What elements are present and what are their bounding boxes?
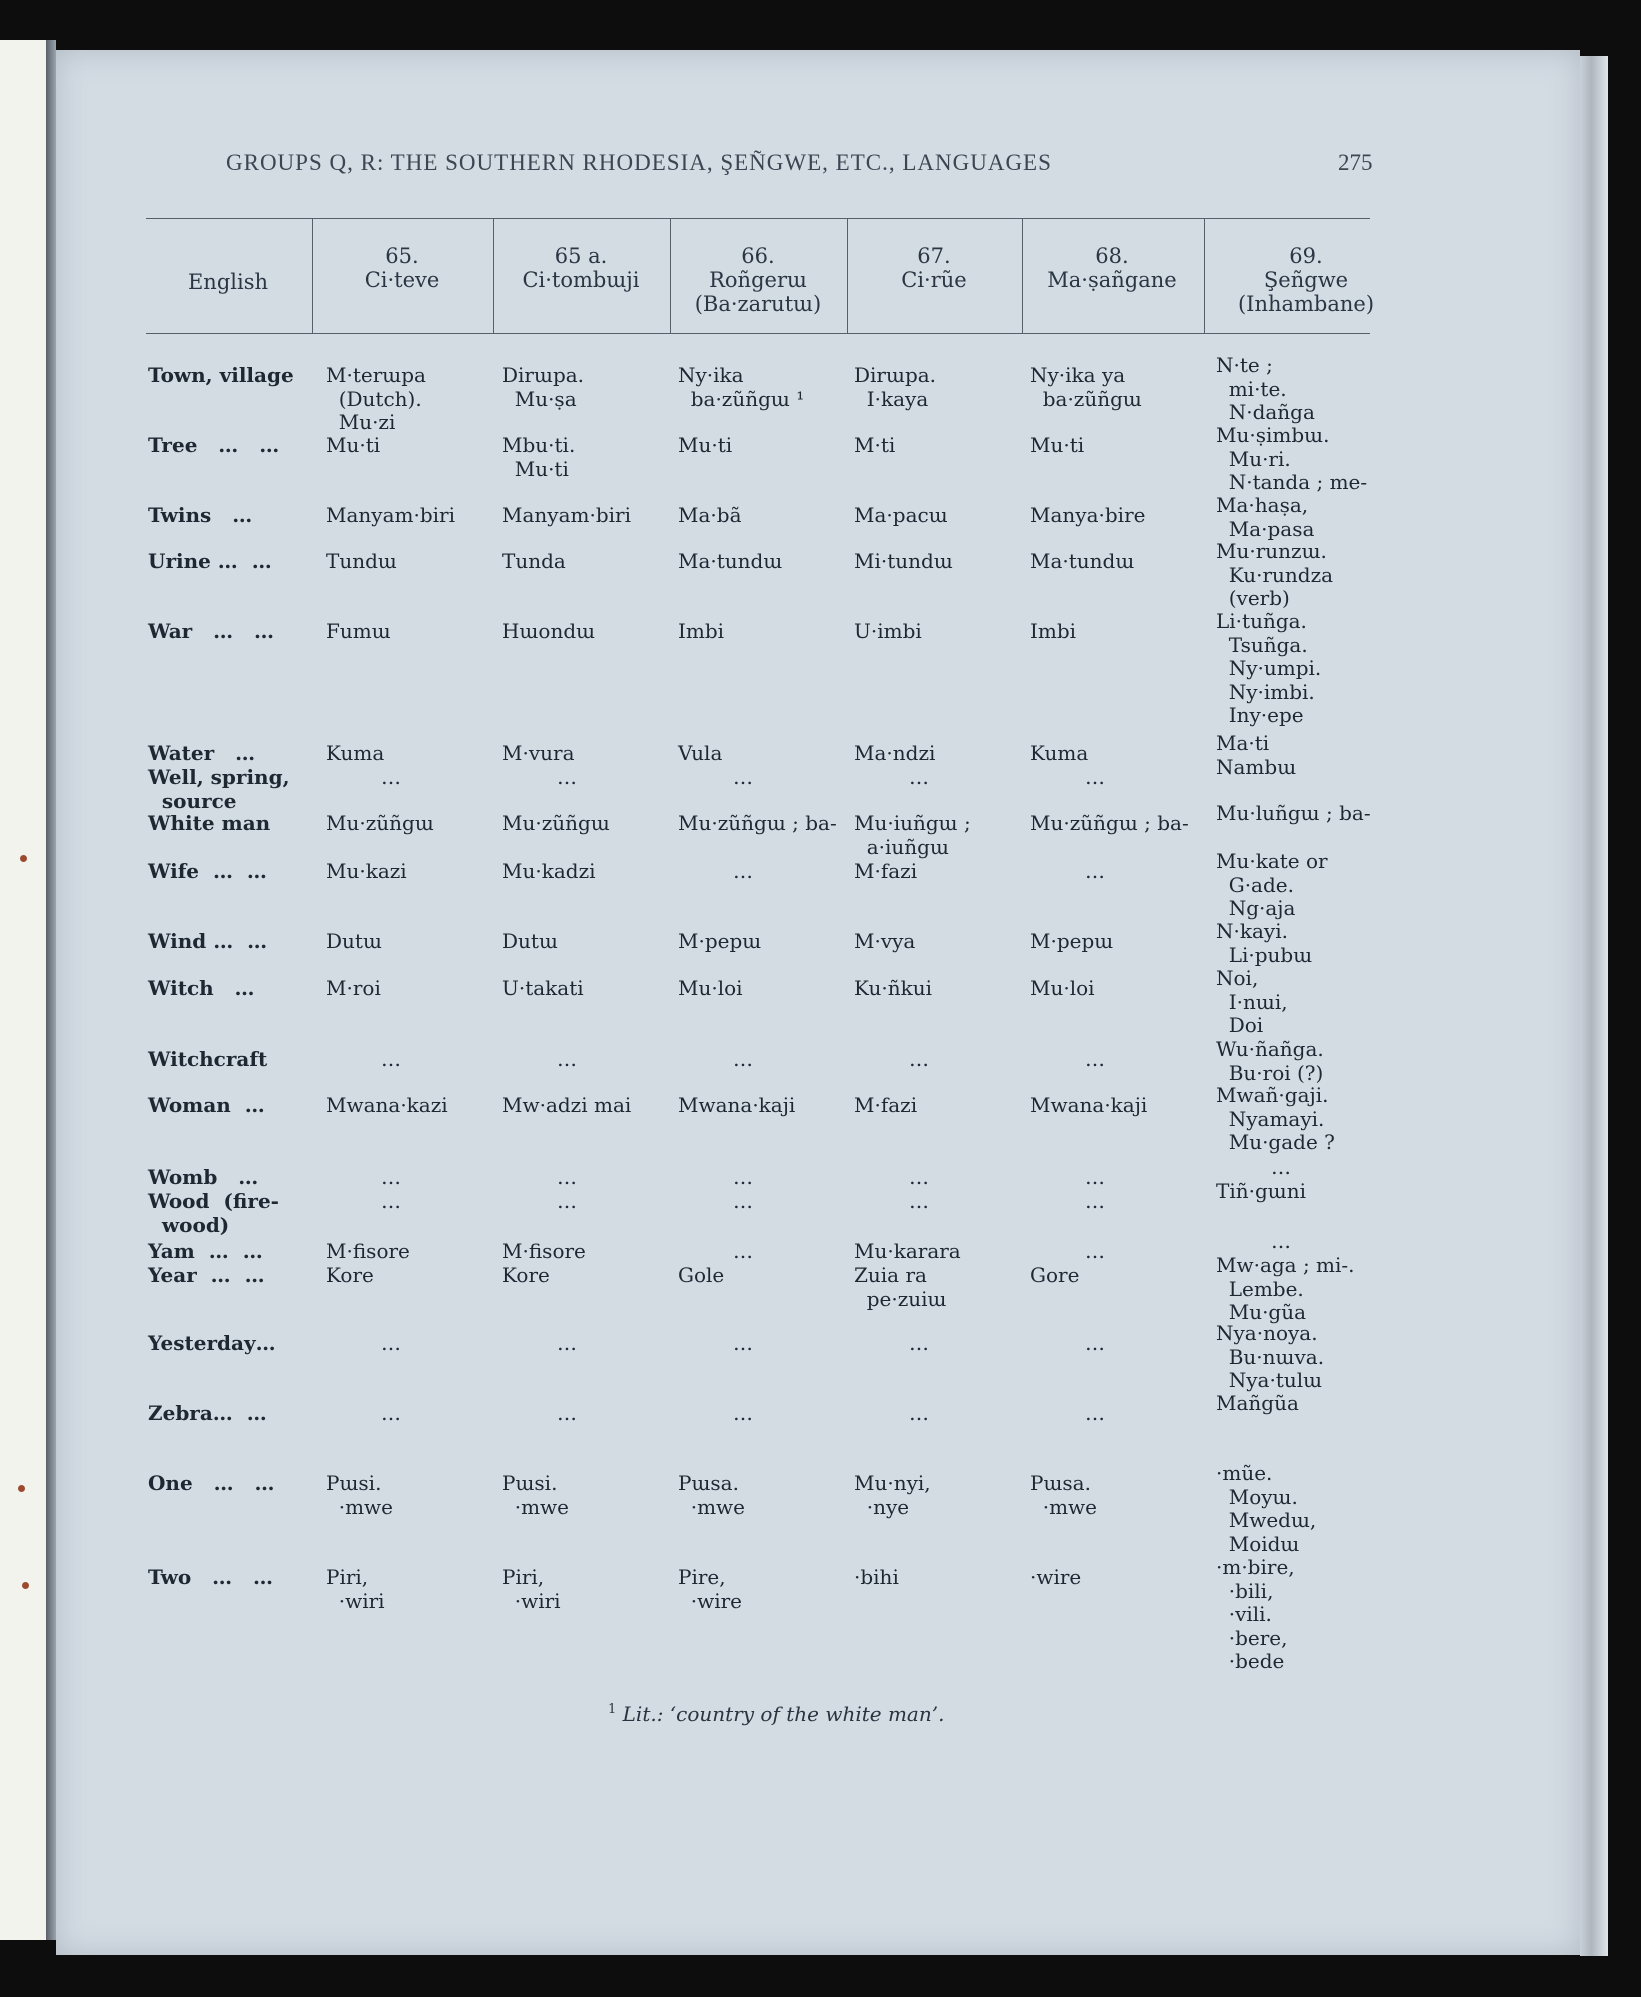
foxing-spot: [22, 1582, 29, 1589]
translation-cell: …: [381, 1189, 401, 1213]
translation-cell: …: [1085, 1401, 1105, 1425]
english-term: Womb …: [148, 1165, 259, 1189]
translation-cell: …: [381, 765, 401, 789]
translation-cell: Mu·zũñgɯ: [326, 811, 434, 835]
english-term: Twins …: [148, 503, 253, 527]
translation-cell: Mu·ṣimbɯ. Mu·ri. N·tanda ; me-: [1216, 423, 1368, 494]
translation-cell: Ma·pacɯ: [854, 503, 948, 527]
foxing-spot: [20, 855, 27, 862]
translation-cell: Nambɯ: [1216, 755, 1297, 779]
translation-cell: …: [733, 1165, 753, 1189]
translation-cell: Mwana·kaji: [678, 1093, 796, 1117]
translation-cell: Mu·nyi, ·nye: [854, 1471, 931, 1519]
translation-cell: M·vura: [502, 741, 575, 765]
page-number: 275: [1338, 150, 1373, 175]
translation-cell: Ma·tundɯ: [678, 549, 783, 573]
translation-cell: Manya·bire: [1030, 503, 1146, 527]
translation-cell: Mu·kate or G·ade. Ng·aja: [1216, 849, 1328, 920]
translation-cell: Mu·loi: [1030, 976, 1095, 1000]
translation-cell: N·kayi. Li·pubɯ: [1216, 919, 1313, 967]
column-header-language: [1025, 244, 1200, 292]
column-name: Ci·tombɯji: [522, 268, 640, 292]
footnote: [608, 1702, 944, 1726]
translation-cell: …: [1085, 1047, 1105, 1071]
translation-cell: …: [909, 1047, 929, 1071]
translation-cell: Mu·kadzi: [502, 859, 596, 883]
column-divider: [493, 218, 494, 333]
english-term: Wood (fire- wood): [148, 1189, 279, 1237]
translation-cell: ·wire: [1030, 1565, 1082, 1589]
translation-cell: …: [557, 765, 577, 789]
translation-cell: Hɯondɯ: [502, 619, 596, 643]
translation-cell: Nya·noya. Bu·nɯva. Nya·tulɯ: [1216, 1321, 1325, 1392]
translation-cell: Tunda: [502, 549, 566, 573]
translation-cell: Vula: [678, 741, 723, 765]
translation-cell: Mbu·ti. Mu·ti: [502, 433, 576, 481]
translation-cell: Ku·ñkui: [854, 976, 933, 1000]
translation-cell: Zuia ra pe·zuiɯ: [854, 1263, 947, 1311]
translation-cell: Ny·ika ba·zũñgɯ ¹: [678, 363, 805, 411]
translation-cell: Dirɯpa. I·kaya: [854, 363, 937, 411]
translation-cell: Manyam·biri: [502, 503, 631, 527]
english-term: Year … …: [148, 1263, 265, 1287]
column-header-language: [849, 244, 1019, 292]
book-gutter: [46, 40, 56, 1940]
footnote-mark: 1: [608, 1702, 617, 1717]
translation-cell: Mu·kazi: [326, 859, 407, 883]
translation-cell: Pɯsa. ·mwe: [1030, 1471, 1097, 1519]
translation-cell: Piri, ·wiri: [502, 1565, 561, 1613]
column-name: Ci·teve: [364, 268, 440, 292]
translation-cell: Mu·loi: [678, 976, 743, 1000]
translation-cell: Ny·ika ya ba·zũñgɯ: [1030, 363, 1142, 411]
translation-cell: Mwañ·gaji. Nyamayi. Mu·gade ?: [1216, 1083, 1335, 1154]
column-divider: [312, 218, 313, 333]
translation-cell: Fumɯ: [326, 619, 391, 643]
translation-cell: M·roi: [326, 976, 381, 1000]
translation-cell: Pɯsi. ·mwe: [502, 1471, 569, 1519]
translation-cell: …: [1085, 1331, 1105, 1355]
facing-page-edge: [0, 40, 46, 1940]
english-term: Wind … …: [148, 929, 268, 953]
translation-cell: Mu·zũñgɯ ; ba-: [1030, 811, 1189, 835]
translation-cell: Mwana·kaji: [1030, 1093, 1148, 1117]
translation-cell: ·bihi: [854, 1565, 899, 1589]
column-number: 66.: [741, 244, 775, 268]
english-term: Water …: [148, 741, 256, 765]
english-term: Witch …: [148, 976, 255, 1000]
translation-cell: …: [381, 1401, 401, 1425]
translation-cell: M·pepɯ: [1030, 929, 1114, 953]
translation-cell: …: [733, 765, 753, 789]
running-head: GROUPS Q, R: THE SOUTHERN RHODESIA, ŞEÑGWE, ETC., LANGUAGES: [226, 150, 1052, 175]
column-divider: [1022, 218, 1023, 333]
column-header-language: [495, 244, 667, 292]
column-name: Şeñgwe: [1263, 268, 1349, 292]
translation-cell: Ma·ti: [1216, 731, 1270, 755]
translation-cell: Kuma: [326, 741, 385, 765]
translation-cell: Tiñ·gɯni: [1216, 1179, 1307, 1203]
translation-cell: M·fisore: [502, 1239, 586, 1263]
translation-cell: M·vya: [854, 929, 916, 953]
translation-cell: N·te ; mi·te. N·dañga: [1216, 353, 1315, 424]
translation-cell: Imbi: [1030, 619, 1077, 643]
translation-cell: Imbi: [678, 619, 725, 643]
translation-cell: M·ti: [854, 433, 896, 457]
translation-cell: …: [1085, 1239, 1105, 1263]
translation-cell: Mu·karara: [854, 1239, 961, 1263]
column-header-english: [148, 270, 308, 294]
translation-cell: …: [733, 859, 753, 883]
translation-cell: Dutɯ: [502, 929, 558, 953]
translation-cell: ·m·bire, ·bili, ·vili. ·bere, ·bede: [1216, 1555, 1295, 1673]
translation-cell: Pire, ·wire: [678, 1565, 742, 1613]
column-name: Ma·ṣañgane: [1047, 268, 1177, 292]
translation-cell: Mu·luñgɯ ; ba-: [1216, 801, 1371, 825]
column-number: 68.: [1095, 244, 1129, 268]
translation-cell: Mu·ti: [1030, 433, 1085, 457]
column-number: 65 a.: [554, 244, 608, 268]
foxing-spot: [18, 1485, 25, 1492]
english-term: Town, village: [148, 363, 294, 387]
english-term: Urine … …: [148, 549, 272, 573]
english-term: Witchcraft: [148, 1047, 268, 1071]
translation-cell: …: [733, 1331, 753, 1355]
translation-cell: …: [1271, 1155, 1291, 1179]
translation-cell: Mu·ti: [326, 433, 381, 457]
translation-cell: Dutɯ: [326, 929, 382, 953]
translation-cell: …: [1271, 1229, 1291, 1253]
english-term: Zebra… …: [148, 1401, 267, 1425]
translation-cell: Pɯsi. ·mwe: [326, 1471, 393, 1519]
column-header-language: [315, 244, 490, 292]
translation-cell: U·imbi: [854, 619, 922, 643]
english-term: Two … …: [148, 1565, 274, 1589]
translation-cell: …: [1085, 1189, 1105, 1213]
translation-cell: Ma·haṣa, Ma·pasa: [1216, 493, 1315, 541]
column-name: Roñgerɯ: [709, 268, 807, 292]
translation-cell: Mu·runzɯ. Ku·rundza (verb): [1216, 539, 1334, 610]
translation-cell: …: [733, 1189, 753, 1213]
translation-cell: Kuma: [1030, 741, 1089, 765]
column-header-language: [1221, 244, 1391, 316]
translation-cell: Manyam·biri: [326, 503, 455, 527]
translation-cell: Mi·tundɯ: [854, 549, 953, 573]
translation-cell: Kore: [502, 1263, 550, 1287]
translation-cell: …: [557, 1165, 577, 1189]
translation-cell: Mw·adzi mai: [502, 1093, 632, 1117]
column-divider: [1204, 218, 1205, 333]
translation-cell: Mu·zũñgɯ: [502, 811, 610, 835]
translation-cell: …: [909, 1165, 929, 1189]
column-number: 65.: [385, 244, 419, 268]
translation-cell: …: [909, 1189, 929, 1213]
translation-cell: Mu·iuñgɯ ; a·iuñgɯ: [854, 811, 971, 859]
translation-cell: …: [733, 1239, 753, 1263]
translation-cell: Wu·ñañga. Bu·roi (?): [1216, 1037, 1324, 1085]
english-term: Yesterday…: [148, 1331, 276, 1355]
footnote-text: Lit.: ‘country of the white man’.: [622, 1702, 945, 1726]
translation-cell: Ma·ndzi: [854, 741, 936, 765]
column-header-language: [672, 244, 844, 316]
translation-cell: Mu·ti: [678, 433, 733, 457]
column-subtitle: (Ba·zarutɯ): [694, 292, 822, 316]
table-header-rule: [146, 333, 1370, 334]
column-name: English: [187, 270, 269, 294]
translation-cell: Noi, I·nɯi, Doi: [1216, 966, 1288, 1037]
column-divider: [847, 218, 848, 333]
translation-cell: ·mũe. Moyɯ. Mwedɯ, Moidɯ: [1216, 1461, 1317, 1556]
translation-cell: …: [909, 765, 929, 789]
english-term: Woman …: [148, 1093, 265, 1117]
translation-cell: …: [1085, 765, 1105, 789]
translation-cell: Mw·aga ; mi-. Lembe. Mu·gũa: [1216, 1253, 1355, 1324]
translation-cell: Piri, ·wiri: [326, 1565, 385, 1613]
translation-cell: …: [381, 1047, 401, 1071]
translation-cell: …: [1085, 859, 1105, 883]
translation-cell: M·pepɯ: [678, 929, 762, 953]
translation-cell: …: [733, 1401, 753, 1425]
translation-cell: Dirɯpa. Mu·ṣa: [502, 363, 585, 411]
translation-cell: Mwana·kazi: [326, 1093, 448, 1117]
translation-cell: Li·tuñga. Tsuñga. Ny·umpi. Ny·imbi. Iny·epe: [1216, 609, 1322, 727]
column-name: Ci·rũe: [901, 268, 967, 292]
translation-cell: …: [557, 1401, 577, 1425]
translation-cell: Ma·bã: [678, 503, 742, 527]
english-term: White man: [148, 811, 271, 835]
translation-cell: …: [381, 1331, 401, 1355]
translation-cell: …: [733, 1047, 753, 1071]
column-subtitle: (Inhambane): [1237, 292, 1375, 316]
translation-cell: …: [557, 1189, 577, 1213]
english-term: One … …: [148, 1471, 275, 1495]
translation-cell: …: [909, 1331, 929, 1355]
table-top-rule: [146, 218, 1370, 219]
translation-cell: …: [1085, 1165, 1105, 1189]
translation-cell: Gole: [678, 1263, 725, 1287]
translation-cell: M·fisore: [326, 1239, 410, 1263]
translation-cell: Mañgũa: [1216, 1391, 1299, 1415]
page: [56, 50, 1580, 1955]
translation-cell: Ma·tundɯ: [1030, 549, 1135, 573]
translation-cell: …: [557, 1331, 577, 1355]
translation-cell: Kore: [326, 1263, 374, 1287]
page-stack-edge: [1580, 56, 1608, 1956]
translation-cell: Mu·zũñgɯ ; ba-: [678, 811, 837, 835]
english-term: Yam … …: [148, 1239, 263, 1263]
column-number: 67.: [917, 244, 951, 268]
english-term: Wife … …: [148, 859, 267, 883]
translation-cell: …: [557, 1047, 577, 1071]
translation-cell: Pɯsa. ·mwe: [678, 1471, 745, 1519]
translation-cell: M·terɯpa (Dutch). Mu·zi: [326, 363, 426, 434]
translation-cell: M·fazi: [854, 859, 918, 883]
translation-cell: Gore: [1030, 1263, 1080, 1287]
translation-cell: …: [909, 1401, 929, 1425]
english-term: Tree … …: [148, 433, 280, 457]
translation-cell: Tundɯ: [326, 549, 397, 573]
english-term: War … …: [148, 619, 274, 643]
translation-cell: U·takati: [502, 976, 584, 1000]
column-number: 69.: [1289, 244, 1323, 268]
translation-cell: …: [381, 1165, 401, 1189]
translation-cell: M·fazi: [854, 1093, 918, 1117]
english-term: Well, spring, source: [148, 765, 290, 813]
column-divider: [670, 218, 671, 333]
